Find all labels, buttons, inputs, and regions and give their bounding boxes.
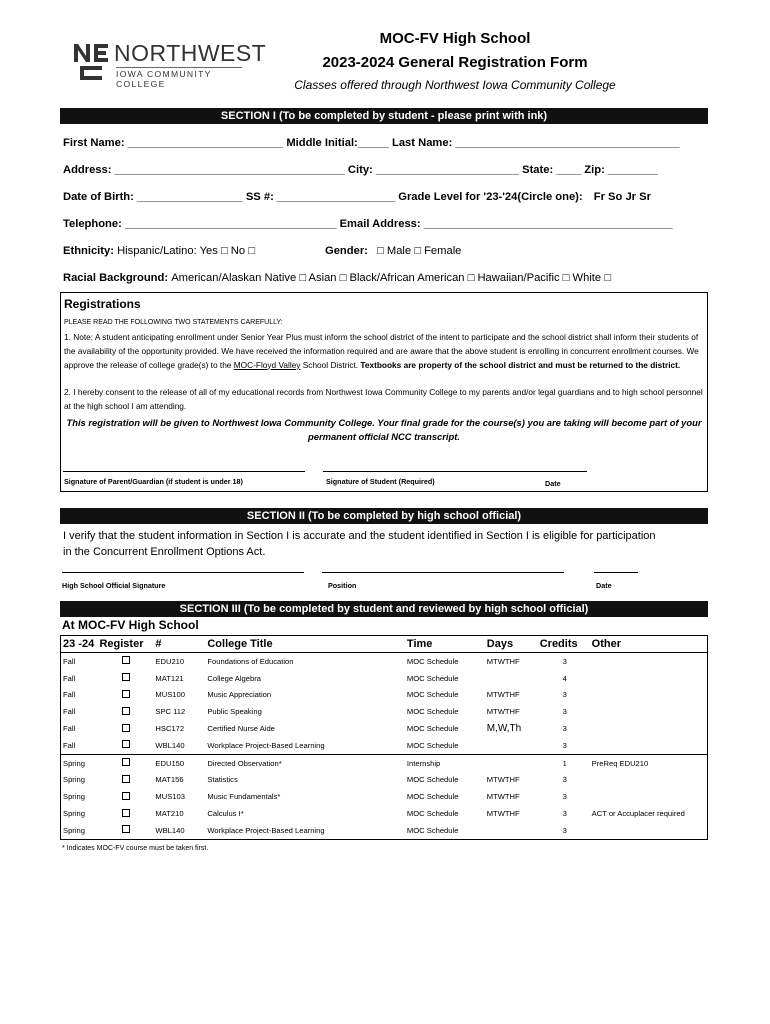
- course-number: MAT156: [155, 775, 184, 785]
- register-checkbox[interactable]: [97, 670, 153, 687]
- form-note: Classes offered through Northwest Iowa Community College: [294, 78, 616, 92]
- course-days: MTWTHF: [486, 809, 520, 819]
- section-1-bar: SECTION I (To be completed by student - please print with ink): [60, 108, 708, 124]
- table-row: [61, 687, 708, 704]
- parent-signature-label: Signature of Parent/Guardian (if student is under 18): [64, 477, 243, 486]
- ncc-logo: [72, 40, 267, 89]
- dob-label: Date of Birth: _________________ SS #: ___________________ Grade Level for '23-'24(Circle one):: [63, 191, 583, 203]
- checkbox-icon[interactable]: [122, 758, 130, 766]
- course-title: Statistics: [207, 775, 238, 785]
- verification-text: I verify that the student information in Section I is accurate and the student identified in Section I is eligible for participation in the Concurrent Enrollment Options Act.: [63, 530, 656, 558]
- logo-name: NORTHWEST: [114, 40, 267, 66]
- course-title: Certified Nurse Aide: [207, 724, 275, 734]
- register-checkbox[interactable]: [97, 788, 153, 805]
- table-row: [61, 653, 708, 670]
- registrations-title: Registrations: [64, 297, 141, 311]
- course-table: [60, 635, 708, 840]
- course-credits: 3: [562, 690, 567, 700]
- course-days: MTWTHF: [486, 690, 520, 700]
- course-number: HSC172: [155, 724, 185, 734]
- official-signature-line[interactable]: [62, 572, 304, 573]
- registration-date-label: Date: [545, 479, 561, 488]
- school-heading: At MOC-FV High School: [62, 618, 199, 632]
- course-time: MOC Schedule: [406, 775, 459, 785]
- register-checkbox[interactable]: [97, 737, 153, 754]
- course-title: Public Speaking: [207, 707, 262, 717]
- course-credits: 3: [562, 792, 567, 802]
- race-options[interactable]: American/Alaskan Native □ Asian □ Black/African American □ Hawaiian/Pacific □ White □: [171, 272, 611, 284]
- course-credits: 3: [562, 740, 567, 750]
- table-row: [61, 703, 708, 720]
- gender-label: Gender:: [325, 245, 368, 257]
- race-label: Racial Background:: [63, 272, 169, 284]
- course-number: WBL140: [155, 825, 185, 835]
- textbooks-note: Textbooks are property of the school district and must be returned to the district.: [360, 359, 681, 370]
- course-title: Music Fundamentals*: [207, 792, 281, 802]
- official-date-line[interactable]: [594, 572, 638, 573]
- course-days: MTWTHF: [486, 792, 520, 802]
- course-other: [590, 822, 708, 839]
- official-signature-label: High School Official Signature: [62, 581, 166, 590]
- gender-line: [325, 245, 461, 257]
- footnote: * Indicates MOC-FV course must be taken first.: [62, 845, 209, 852]
- checkbox-icon[interactable]: [122, 724, 130, 732]
- transcript-note: This registration will be given to Northwest Iowa Community College. Your final grade for the course(s) you are taking will become part of your permanent official NCC transcript.: [66, 417, 702, 442]
- district-link: MOC-Floyd Valley: [233, 359, 301, 370]
- course-days: [485, 754, 538, 771]
- course-credits: 4: [562, 673, 567, 683]
- col-other: Other: [590, 636, 708, 653]
- register-checkbox[interactable]: [97, 822, 153, 839]
- term-cell: Fall: [63, 740, 76, 750]
- course-other: [590, 653, 708, 670]
- course-other: [590, 788, 708, 805]
- course-days: MTWTHF: [486, 656, 520, 666]
- checkbox-icon[interactable]: [122, 775, 130, 783]
- checkbox-icon[interactable]: [122, 825, 130, 833]
- course-days: [485, 822, 538, 839]
- table-row: [61, 754, 708, 771]
- name-line[interactable]: First Name: _________________________ Middle Initial:_____ Last Name: ____________________________________: [63, 137, 680, 149]
- col-time: Time: [405, 636, 485, 653]
- col-number: #: [153, 636, 205, 653]
- checkbox-icon[interactable]: [122, 656, 130, 664]
- table-row: [61, 805, 708, 822]
- term-cell: Fall: [63, 724, 76, 734]
- course-time: MOC Schedule: [406, 690, 459, 700]
- course-number: MUS100: [155, 690, 185, 700]
- col-title: College Title: [205, 636, 405, 653]
- dob-line[interactable]: [63, 191, 651, 203]
- term-cell: Fall: [63, 707, 76, 717]
- table-row: [61, 670, 708, 687]
- course-title: College Algebra: [207, 673, 261, 683]
- course-title: Directed Observation*: [205, 754, 405, 771]
- form-subtitle: 2023-2024 General Registration Form: [322, 54, 588, 71]
- statement-1-district: School District.: [302, 359, 359, 370]
- table-row: [61, 822, 708, 839]
- registrations-box: [60, 292, 708, 492]
- course-time: MOC Schedule: [406, 707, 459, 717]
- course-number: MUS103: [155, 792, 185, 802]
- section-2-bar: SECTION II (To be completed by high school official): [60, 508, 708, 524]
- course-days: [485, 737, 538, 754]
- course-number: SPC 112: [155, 707, 186, 717]
- course-time: MOC Schedule: [406, 809, 459, 819]
- register-checkbox[interactable]: [97, 653, 153, 670]
- course-time: MOC Schedule: [406, 740, 459, 750]
- course-time: MOC Schedule: [406, 656, 459, 666]
- statement-1: [64, 331, 704, 372]
- course-table-header: [61, 636, 708, 653]
- logo-tagline: IOWA COMMUNITY COLLEGE: [116, 67, 242, 89]
- course-number: WBL140: [155, 740, 185, 750]
- course-time: MOC Schedule: [406, 825, 459, 835]
- table-row: [61, 772, 708, 789]
- term-cell: Spring: [61, 754, 98, 771]
- statement-1-text: 1. Note: A student anticipating enrollment under Senior Year Plus must inform the school district of the intent to participate and the school district shall inform their students of the availability of the opportunity provided. We have received the information required and are aware that the above student is enrolling in concurrent enrollment courses. We approve the release of college grade(s) to the: [64, 332, 699, 370]
- col-credits: Credits: [538, 636, 590, 653]
- course-other: [590, 772, 708, 789]
- official-date-label: Date: [596, 581, 612, 590]
- term-cell: Fall: [63, 673, 76, 683]
- table-row: [61, 720, 708, 737]
- col-register: Register: [97, 636, 153, 653]
- course-title: Workplace Project-Based Learning: [207, 740, 325, 750]
- course-credits: 3: [562, 724, 567, 734]
- checkbox-icon[interactable]: [122, 792, 130, 800]
- course-credits: 3: [562, 656, 567, 666]
- read-note: PLEASE READ THE FOLLOWING TWO STATEMENTS CAREFULLY:: [64, 319, 283, 326]
- course-time: MOC Schedule: [406, 792, 459, 802]
- course-days: [485, 670, 538, 687]
- term-cell: Spring: [63, 775, 85, 785]
- register-checkbox[interactable]: [97, 754, 153, 771]
- course-credits: 1: [538, 754, 590, 771]
- course-credits: 3: [562, 707, 567, 717]
- course-credits: 3: [562, 775, 567, 785]
- checkbox-icon[interactable]: [122, 740, 130, 748]
- course-credits: 3: [562, 825, 567, 835]
- col-days: Days: [485, 636, 538, 653]
- term-cell: Fall: [63, 656, 76, 666]
- position-label: Position: [328, 581, 357, 590]
- course-time: MOC Schedule: [406, 673, 459, 683]
- student-signature-label: Signature of Student (Required): [326, 477, 435, 486]
- term-cell: Spring: [63, 809, 85, 819]
- term-cell: Fall: [63, 690, 76, 700]
- telephone-line[interactable]: Telephone: __________________________________ Email Address: ________________________________________: [63, 218, 673, 230]
- course-other: [590, 687, 708, 704]
- register-checkbox[interactable]: [97, 805, 153, 822]
- course-title: Calculus I*: [207, 809, 244, 819]
- term-cell: Spring: [63, 792, 85, 802]
- course-days: MTWTHF: [486, 707, 520, 717]
- course-other: [590, 737, 708, 754]
- checkbox-icon[interactable]: [122, 809, 130, 817]
- parent-signature-line[interactable]: [63, 471, 305, 472]
- course-time: MOC Schedule: [406, 724, 459, 734]
- col-year: 23 -24: [61, 636, 98, 653]
- section-3-bar: SECTION III (To be completed by student and reviewed by high school official): [60, 601, 708, 617]
- course-title: Workplace Project-Based Learning: [207, 825, 325, 835]
- student-signature-line[interactable]: [323, 471, 587, 472]
- course-title: Foundations of Education: [207, 656, 294, 666]
- register-checkbox[interactable]: [97, 703, 153, 720]
- course-days: M,W,Th: [486, 723, 522, 735]
- register-checkbox[interactable]: [97, 687, 153, 704]
- course-days: MTWTHF: [486, 775, 520, 785]
- ethnicity-line: [63, 245, 255, 257]
- course-other: [590, 703, 708, 720]
- course-number: MAT210: [155, 809, 184, 819]
- ncc-logo-mark-icon: [72, 40, 110, 82]
- gender-options[interactable]: □ Male □ Female: [377, 245, 462, 257]
- term-cell: Spring: [63, 825, 85, 835]
- course-title: Music Appreciation: [207, 690, 272, 700]
- register-checkbox[interactable]: [97, 772, 153, 789]
- checkbox-icon[interactable]: [122, 707, 130, 715]
- course-credits: 3: [562, 809, 567, 819]
- race-line: [63, 272, 611, 284]
- course-other: [590, 670, 708, 687]
- course-other: [590, 720, 708, 737]
- course-other: ACT or Accuplacer required: [591, 809, 685, 819]
- course-other: PreReq EDU210: [590, 754, 708, 771]
- course-number: EDU150: [153, 754, 205, 771]
- course-time: Internship: [405, 754, 485, 771]
- statement-2: 2. I hereby consent to the release of all of my educational records from Northwest Iowa Community College to my parents and/or legal guardians and to high school personnel at the high school I am attending.: [64, 387, 703, 411]
- course-number: EDU210: [155, 656, 185, 666]
- course-number: MAT121: [155, 673, 184, 683]
- form-title: MOC-FV High School: [379, 30, 531, 47]
- register-checkbox[interactable]: [97, 720, 153, 737]
- ethnicity-options[interactable]: Hispanic/Latino: Yes □ No □: [117, 245, 255, 257]
- checkbox-icon[interactable]: [122, 673, 130, 681]
- grade-options[interactable]: Fr So Jr Sr: [593, 191, 651, 203]
- position-line[interactable]: [322, 572, 564, 573]
- table-row: [61, 737, 708, 754]
- address-line[interactable]: Address: _____________________________________ City: _______________________ State: ____ Zip: ________: [63, 164, 658, 176]
- table-row: [61, 788, 708, 805]
- checkbox-icon[interactable]: [122, 690, 130, 698]
- ethnicity-label: Ethnicity:: [63, 245, 114, 257]
